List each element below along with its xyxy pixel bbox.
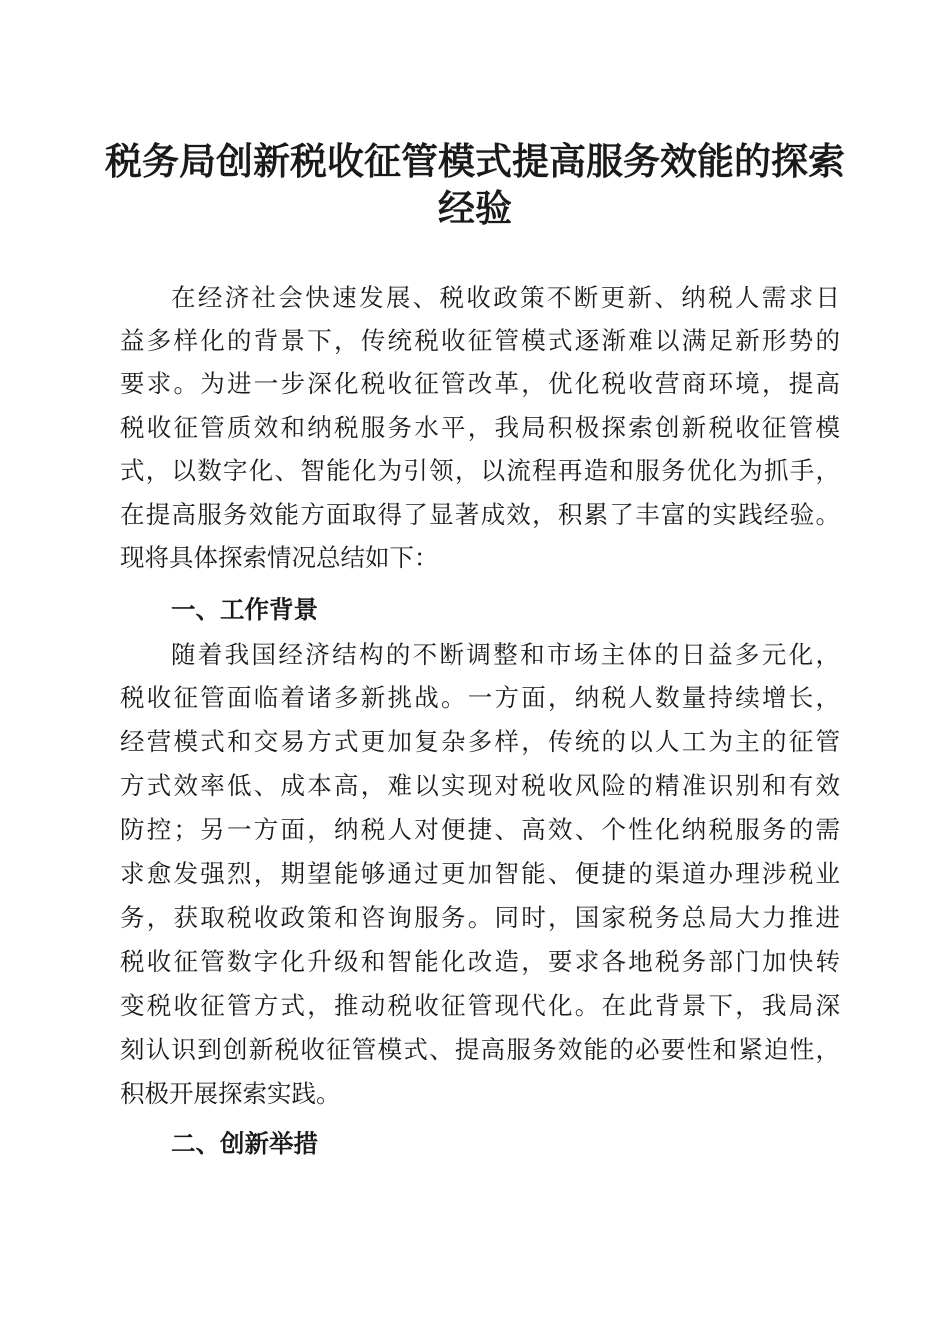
paragraph-line: 方式效率低、成本高，难以实现对税收风险的精准识别和有效 (120, 771, 840, 800)
paragraph-line: 在经济社会快速发展、税收政策不断更新、纳税人需求日 (171, 283, 840, 312)
paragraph-line: 刻认识到创新税收征管模式、提高服务效能的必要性和紧迫性， (120, 1035, 840, 1064)
document-title-line-2: 经验 (438, 186, 512, 230)
paragraph-line: 随着我国经济结构的不断调整和市场主体的日益多元化， (171, 640, 840, 669)
paragraph-line: 税收征管数字化升级和智能化改造，要求各地税务部门加快转 (120, 947, 840, 976)
paragraph-line: 务，获取税收政策和咨询服务。同时，国家税务总局大力推进 (120, 903, 840, 932)
section-heading-background: 一、工作背景 (171, 595, 318, 624)
paragraph-line: 益多样化的背景下，传统税收征管模式逐渐难以满足新形势的 (120, 326, 840, 355)
paragraph-line: 防控；另一方面，纳税人对便捷、高效、个性化纳税服务的需 (120, 815, 840, 844)
paragraph-line: 现将具体探索情况总结如下： (120, 543, 439, 572)
paragraph-line: 在提高服务效能方面取得了显著成效，积累了丰富的实践经验。 (120, 500, 840, 529)
section-heading-measures: 二、创新举措 (171, 1129, 318, 1158)
paragraph-line: 积极开展探索实践。 (120, 1079, 341, 1108)
paragraph-line: 要求。为进一步深化税收征管改革，优化税收营商环境，提高 (120, 369, 840, 398)
paragraph-line: 式，以数字化、智能化为引领，以流程再造和服务优化为抓手， (120, 456, 840, 485)
paragraph-line: 税收征管面临着诸多新挑战。一方面，纳税人数量持续增长， (120, 683, 840, 712)
paragraph-line: 税收征管质效和纳税服务水平，我局积极探索创新税收征管模 (120, 413, 840, 442)
paragraph-line: 经营模式和交易方式更加复杂多样，传统的以人工为主的征管 (120, 727, 840, 756)
document-title-line-1: 税务局创新税收征管模式提高服务效能的探索 (105, 139, 845, 183)
paragraph-line: 求愈发强烈，期望能够通过更加智能、便捷的渠道办理涉税业 (120, 859, 840, 888)
paragraph-line: 变税收征管方式，推动税收征管现代化。在此背景下，我局深 (120, 991, 840, 1020)
